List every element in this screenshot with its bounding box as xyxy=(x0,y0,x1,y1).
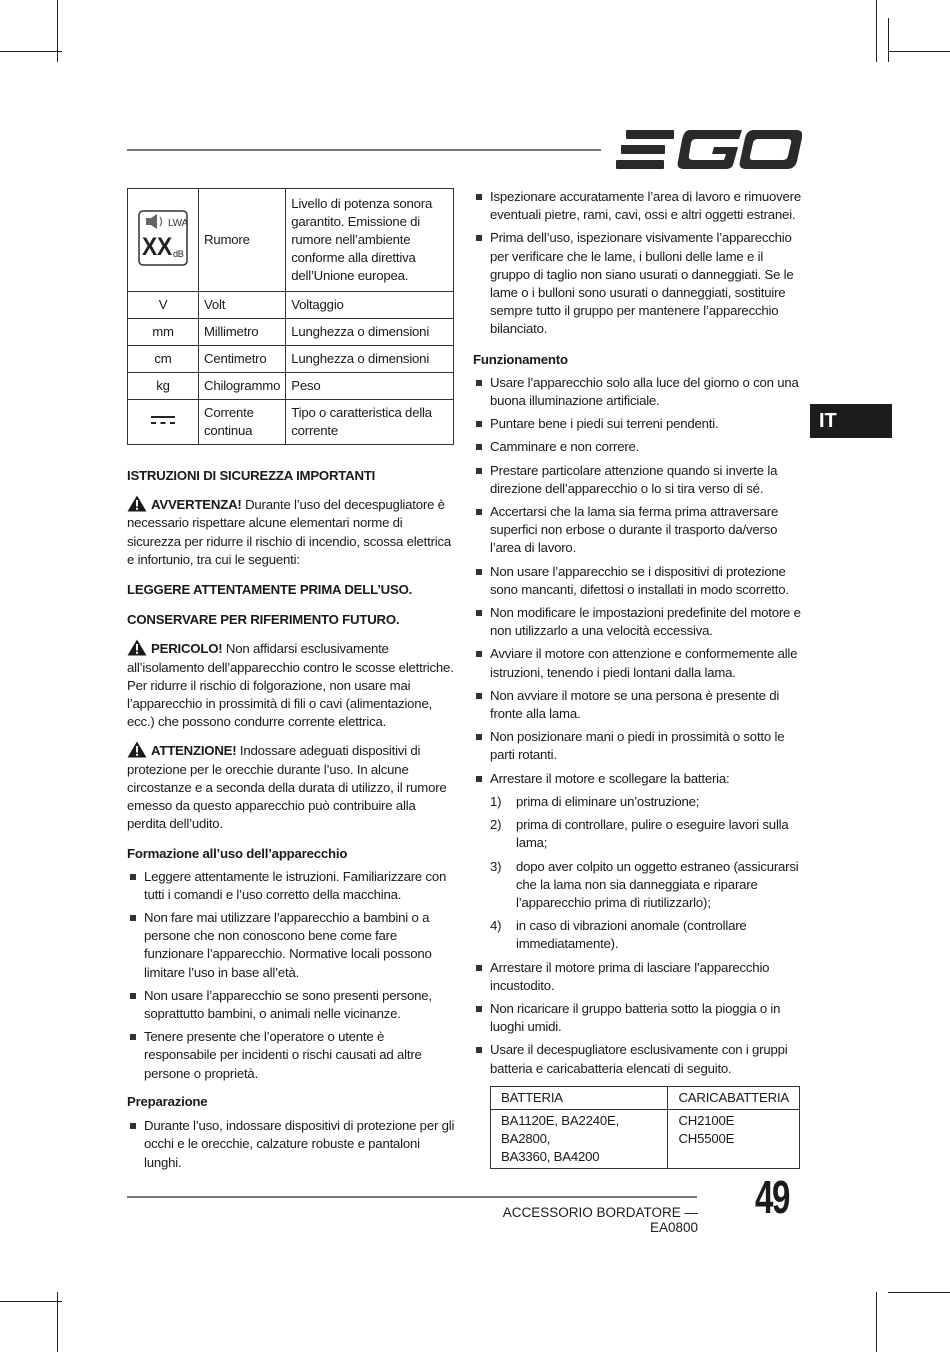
list-item: Puntare bene i piedi sui terreni pendenti. xyxy=(473,415,801,433)
crop-mark xyxy=(876,0,877,62)
item-number: 2) xyxy=(490,817,502,833)
operation-list-cont xyxy=(473,959,801,1078)
crop-mark xyxy=(0,51,62,52)
danger-paragraph xyxy=(127,639,455,731)
charger-line: CH5500E xyxy=(678,1130,735,1146)
battery-line: BA3360, BA4200 xyxy=(501,1148,600,1164)
symbol-cell: cm xyxy=(128,346,199,373)
list-item: Non usare l’apparecchio se sono presenti persone, soprattutto bambini, o animali nelle vicinanze. xyxy=(127,987,455,1023)
battery-cell xyxy=(491,1109,668,1168)
symbol-desc: Livello di potenza sonora garantito. Emissione di rumore nell’ambiente conforme alla direttiva dell’Unione europea. xyxy=(286,189,454,292)
symbol-name: Chilogrammo xyxy=(199,373,286,400)
warning-word: AVVERTENZA! xyxy=(151,497,242,513)
symbol-table xyxy=(127,188,454,445)
list-item: Non modificare le impostazioni predefinite del motore e non utilizzarlo a una velocità eccessiva. xyxy=(473,604,801,640)
symbol-desc: Lunghezza o dimensioni xyxy=(286,319,454,346)
symbol-desc: Voltaggio xyxy=(286,292,454,319)
footer-rule xyxy=(127,1196,697,1198)
symbol-name: Rumore xyxy=(199,189,286,292)
numbered-item xyxy=(473,917,801,953)
numbered-item xyxy=(473,858,801,913)
list-item: Non ricaricare il gruppo batteria sotto la pioggia o in luoghi umidi. xyxy=(473,1000,801,1036)
operation-list xyxy=(473,374,801,788)
list-item: Non usare l’apparecchio se i dispositivi di protezione sono mancanti, difettosi o installati in modo scorretto. xyxy=(473,563,801,599)
header-rule xyxy=(127,149,601,151)
battery-table xyxy=(490,1086,800,1169)
list-item: Arrestare il motore prima di lasciare l’apparecchio incustodito. xyxy=(473,959,801,995)
charger-cell xyxy=(668,1109,800,1168)
table-row xyxy=(128,373,454,400)
noise-symbol-cell xyxy=(128,189,199,292)
table-row xyxy=(128,319,454,346)
noise-level-icon xyxy=(138,210,188,266)
warning-triangle-icon xyxy=(127,639,147,656)
list-item: Accertarsi che la lama sia ferma prima attraversare superfici non erbose o durante il trasporto da/verso l’area di lavoro. xyxy=(473,503,801,558)
item-number: 4) xyxy=(490,918,502,934)
warning-triangle-icon xyxy=(127,741,147,758)
list-item: Non avviare il motore se una persona è presente di fronte alla lama. xyxy=(473,687,801,723)
operation-heading: Funzionamento xyxy=(473,351,568,367)
caution-paragraph xyxy=(127,741,455,833)
danger-word: PERICOLO! xyxy=(151,641,223,657)
safety-heading: ISTRUZIONI DI SICUREZZA IMPORTANTI xyxy=(127,468,376,483)
item-text: prima di controllare, pulire o eseguire lavori sulla lama; xyxy=(516,817,789,851)
noise-symbol-sub: dB xyxy=(173,248,184,259)
battery-line: BA1120E, BA2240E, BA2800, xyxy=(501,1112,620,1146)
item-text: in caso di vibrazioni anomale (controllare immediatamente). xyxy=(516,918,747,952)
list-item: Usare l’apparecchio solo alla luce del giorno o con una buona illuminazione artificiale. xyxy=(473,374,801,410)
list-item: Avviare il motore con attenzione e conformemente alle istruzioni, tenendo i piedi lontani dalla lama. xyxy=(473,645,801,681)
crop-mark xyxy=(888,18,889,62)
danger-text: Non affidarsi esclusivamente all’isolamento dell’apparecchio contro le scosse elettriche. Per ridurre il rischio di folgorazione, non usare mai l’apparecchio in prossimità di fili o cavi (alimentazione, ecc.) che possono condurre corrente elettrica. xyxy=(127,641,454,730)
table-row xyxy=(128,189,454,292)
numbered-item xyxy=(473,793,801,811)
read-heading: LEGGERE ATTENTAMENTE PRIMA DELL’USO. xyxy=(127,582,413,598)
charger-line: CH2100E xyxy=(678,1112,735,1128)
keep-heading: CONSERVARE PER RIFERIMENTO FUTURO. xyxy=(127,612,400,628)
page-number: 49 xyxy=(755,1171,789,1223)
right-column xyxy=(473,188,801,1169)
symbol-name: Corrente continua xyxy=(199,400,286,445)
list-item: Tenere presente che l’operatore o utente è responsabile per incidenti o rischi causati ad altre persone o proprietà. xyxy=(127,1028,455,1083)
battery-header: BATTERIA xyxy=(491,1086,668,1109)
crop-mark xyxy=(876,1292,877,1352)
charger-header: CARICABATTERIA xyxy=(668,1086,800,1109)
list-item: Durante l’uso, indossare dispositivi di protezione per gli occhi e le orecchie, calzature robuste e pantaloni lunghi. xyxy=(127,1117,455,1172)
crop-mark xyxy=(57,0,58,62)
table-row xyxy=(128,292,454,319)
preparation-list-cont xyxy=(473,188,801,339)
dc-symbol-cell xyxy=(128,400,199,445)
symbol-name: Volt xyxy=(199,292,286,319)
dc-icon xyxy=(150,413,176,427)
item-number: 1) xyxy=(490,793,502,809)
symbol-cell: kg xyxy=(128,373,199,400)
item-number: 3) xyxy=(490,858,502,874)
left-column xyxy=(127,188,455,1177)
preparation-heading: Preparazione xyxy=(127,1093,208,1109)
list-item: Camminare e non correre. xyxy=(473,438,801,456)
symbol-cell: mm xyxy=(128,319,199,346)
warning-text: Durante l’uso del decespugliatore è necessario rispettare alcune elementari norme di sicurezza per ridurre il rischio di incendio, scossa elettrica e infortunio, tra cui le seguenti: xyxy=(127,497,452,567)
symbol-name: Millimetro xyxy=(199,319,286,346)
symbol-desc: Lunghezza o dimensioni xyxy=(286,346,454,373)
noise-symbol-text: XX xyxy=(142,232,173,261)
list-item: Non fare mai utilizzare l’apparecchio a bambini o a persone che non conoscono bene come fare funzionare l’apparecchio. Normative locali possono limitare l’uso in base all’età. xyxy=(127,909,455,982)
training-heading: Formazione all’uso dell’apparecchio xyxy=(127,846,348,862)
list-item: Prima dell’uso, ispezionare visivamente l’apparecchio per verificare che le lame, i bulloni delle lame e il gruppo di taglio non siano usurati o danneggiati. Se le lame o i bulloni sono usurati o danneggiati, sostituire sempre tutto il gruppo per mantenere l’apparecchio bilanciato. xyxy=(473,229,801,338)
crop-mark xyxy=(888,1292,950,1293)
table-header-row xyxy=(491,1086,800,1109)
crop-mark xyxy=(0,1301,62,1302)
symbol-name: Centimetro xyxy=(199,346,286,373)
table-row xyxy=(491,1109,800,1168)
list-item: Leggere attentamente le istruzioni. Familiarizzare con tutti i comandi e l’uso corretto della macchina. xyxy=(127,868,455,904)
footer-title: ACCESSORIO BORDATORE — EA0800 xyxy=(502,1205,698,1235)
symbol-desc: Peso xyxy=(286,373,454,400)
training-list xyxy=(127,868,455,1083)
list-item: Arrestare il motore e scollegare la batteria: xyxy=(473,770,801,788)
numbered-item xyxy=(473,816,801,852)
item-text: prima di eliminare un’ostruzione; xyxy=(516,793,700,809)
noise-symbol-top: LWA xyxy=(168,217,188,229)
table-row xyxy=(128,346,454,373)
list-item: Non posizionare mani o piedi in prossimità o sotto le parti rotanti. xyxy=(473,728,801,764)
symbol-cell: V xyxy=(128,292,199,319)
item-text: dopo aver colpito un oggetto estraneo (assicurarsi che la lama non sia danneggiata e riparare l’apparecchio prima di riutilizzarlo); xyxy=(516,858,799,910)
symbol-desc: Tipo o caratteristica della corrente xyxy=(286,400,454,445)
caution-text: Indossare adeguati dispositivi di protezione per le orecchie durante l’uso. In alcune circostanze e a seconda della durata di utilizzo, il rumore emesso da questo apparecchio può contribuire alla perdita dell’udito. xyxy=(127,743,447,832)
caution-word: ATTENZIONE! xyxy=(151,743,237,759)
list-item: Usare il decespugliatore esclusivamente con i gruppi batteria e caricabatteria elencati di seguito. xyxy=(473,1041,801,1077)
ego-logo xyxy=(616,128,802,172)
numbered-list xyxy=(473,793,801,954)
list-item: Prestare particolare attenzione quando si inverte la direzione dell’apparecchio o lo si tira verso di sé. xyxy=(473,462,801,498)
list-item: Ispezionare accuratamente l’area di lavoro e rimuovere eventuali pietre, rami, cavi, ossi e altri oggetti estranei. xyxy=(473,188,801,224)
language-tab: IT xyxy=(810,404,892,438)
crop-mark xyxy=(888,51,950,52)
warning-triangle-icon xyxy=(127,495,147,512)
preparation-list xyxy=(127,1117,455,1172)
warning-paragraph xyxy=(127,495,455,569)
table-row xyxy=(128,400,454,445)
